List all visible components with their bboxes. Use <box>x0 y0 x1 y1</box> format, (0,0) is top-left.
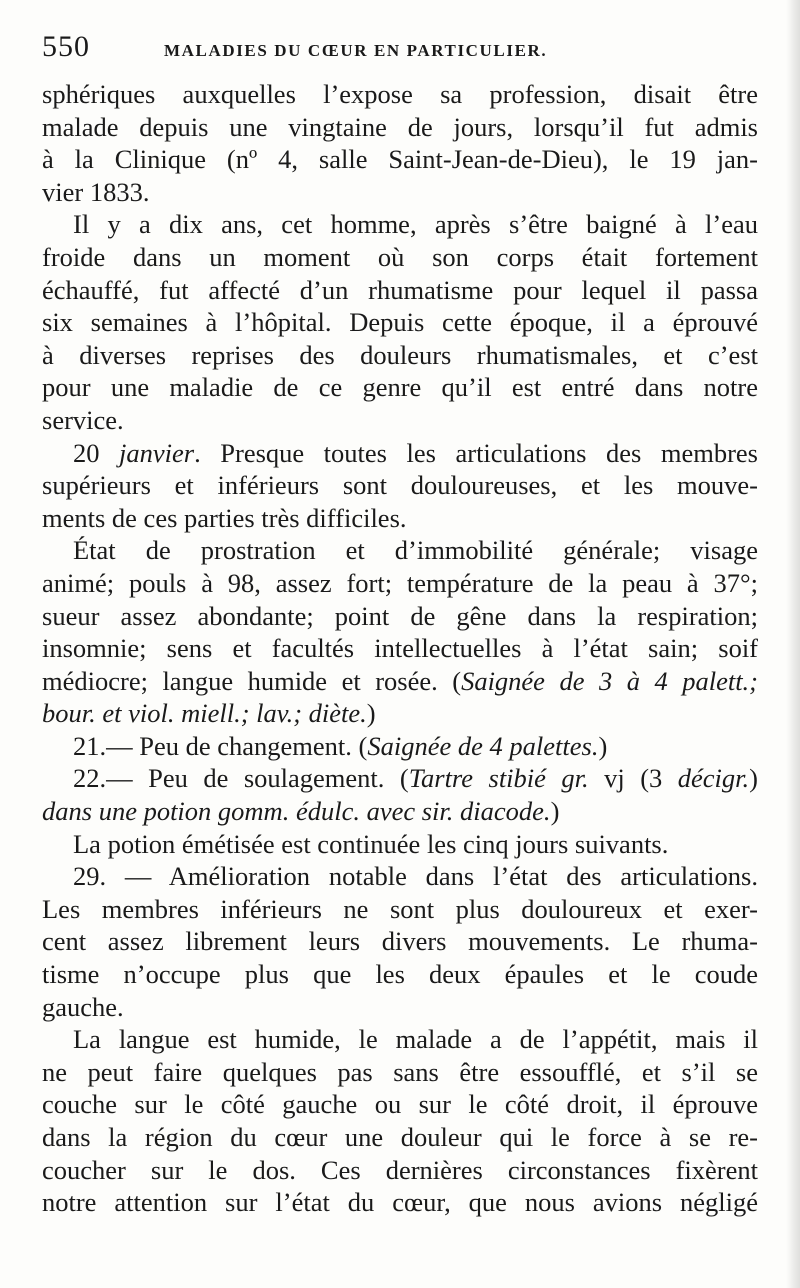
italic-text-segment: dans une potion gomm. édulc. avec sir. diacode. <box>42 796 551 827</box>
text-line <box>42 730 758 763</box>
text-segment: ) <box>598 730 608 761</box>
text-line <box>42 208 758 241</box>
text-segment: vj (3 <box>588 763 678 794</box>
text-segment: froide dans un moment où son corps était fortement <box>42 241 758 272</box>
text-line <box>42 534 758 567</box>
text-line <box>42 437 758 470</box>
text-segment: 22.— Peu de soulagement. ( <box>73 763 409 794</box>
text-segment: ments de ces parties très difficiles. <box>42 502 407 533</box>
text-segment: 29. — Amélioration notable dans l’état des articulations. <box>73 861 758 892</box>
text-segment: médiocre; langue humide et rosée. ( <box>42 665 462 696</box>
text-line <box>42 991 758 1024</box>
italic-text-segment: décigr. <box>677 763 750 794</box>
text-segment: à diverses reprises des douleurs rhumatismales, et c’est <box>42 339 758 370</box>
italic-text-segment: bour. et viol. miell.; lav.; diète. <box>42 698 367 729</box>
text-segment: coucher sur le dos. Ces dernières circonstances fixèrent <box>42 1154 758 1185</box>
italic-text-segment: Saignée de 3 à 4 palett.; <box>461 665 759 696</box>
text-segment: gauche. <box>42 991 124 1022</box>
text-line <box>42 1121 758 1154</box>
italic-text-segment: Tartre stibié gr. <box>408 763 589 794</box>
text-line <box>42 371 758 404</box>
page-number: 550 <box>42 30 90 63</box>
text-line <box>42 1088 758 1121</box>
text-segment: échauffé, fut affecté d’un rhumatisme pour lequel il passa <box>42 274 758 305</box>
text-line <box>42 78 758 111</box>
text-segment: tisme n’occupe plus que les deux épaules et le coude <box>42 959 758 990</box>
text-segment: couche sur le côté gauche ou sur le côté droit, il éprouve <box>42 1089 758 1120</box>
text-line <box>42 762 758 795</box>
italic-text-segment: janvier <box>119 437 195 468</box>
text-line <box>42 502 758 535</box>
text-segment: insomnie; sens et facultés intellectuelles à l’état sain; soif <box>42 633 758 664</box>
text-line <box>42 632 758 665</box>
text-segment: malade depuis une vingtaine de jours, lorsqu’il fut admis <box>42 111 758 142</box>
text-segment: 21.— Peu de changement. ( <box>73 730 368 761</box>
page-edge-shadow <box>786 0 800 1288</box>
text-segment: ) <box>550 796 560 827</box>
text-line <box>42 893 758 926</box>
text-segment: ) <box>749 763 758 794</box>
text-segment: ne peut faire quelques pas sans être essoufflé, et s’il se <box>42 1056 758 1087</box>
text-line <box>42 1186 758 1219</box>
text-segment: notre attention sur l’état du cœur, que nous avions négligé <box>42 1187 758 1218</box>
text-segment: La potion émétisée est continuée les cinq jours suivants. <box>73 828 669 859</box>
text-segment: Il y a dix ans, cet homme, après s’être baigné à l’eau <box>73 209 758 240</box>
text-segment: à la Clinique (nº 4, salle Saint-Jean-de-Dieu), le 19 jan- <box>42 144 758 175</box>
text-segment: ) <box>366 698 376 729</box>
text-segment: animé; pouls à 98, assez fort; température de la peau à 37°; <box>42 567 758 598</box>
text-line <box>42 925 758 958</box>
text-segment: État de prostration et d’immobilité générale; visage <box>73 535 758 566</box>
text-line <box>42 1023 758 1056</box>
text-segment: pour une maladie de ce genre qu’il est entré dans notre <box>42 372 758 403</box>
text-segment: six semaines à l’hôpital. Depuis cette époque, il a éprouvé <box>42 307 758 338</box>
text-segment: Les membres inférieurs ne sont plus douloureux et exer- <box>42 893 758 924</box>
text-segment: supérieurs et inférieurs sont douloureuses, et les mouve- <box>42 470 758 501</box>
text-line <box>42 665 758 698</box>
text-line <box>42 404 758 437</box>
text-line <box>42 600 758 633</box>
text-line <box>42 1154 758 1187</box>
text-line <box>42 697 758 730</box>
text-line <box>42 274 758 307</box>
text-line <box>42 241 758 274</box>
text-line <box>42 306 758 339</box>
text-line <box>42 176 758 209</box>
text-line <box>42 828 758 861</box>
page-header <box>42 30 762 70</box>
text-segment: service. <box>42 404 124 435</box>
text-line <box>42 143 758 176</box>
text-line <box>42 958 758 991</box>
text-segment: dans la région du cœur une douleur qui le force à se re- <box>42 1122 758 1152</box>
text-segment: sphériques auxquelles l’expose sa profession, disait être <box>42 79 758 109</box>
text-line <box>42 469 758 502</box>
text-line <box>42 567 758 600</box>
text-line <box>42 860 758 893</box>
italic-text-segment: Saignée de 4 palettes. <box>367 730 599 761</box>
text-line <box>42 111 758 144</box>
text-line <box>42 1056 758 1089</box>
running-title: MALADIES DU CŒUR EN PARTICULIER. <box>164 41 548 60</box>
text-segment: vier 1833. <box>42 176 150 207</box>
body-text <box>42 78 758 1219</box>
text-segment: sueur assez abondante; point de gêne dans la respiration; <box>42 600 758 631</box>
text-segment: 20 <box>73 437 120 468</box>
text-line <box>42 795 758 828</box>
text-segment: . Presque toutes les articulations des membres <box>194 437 758 468</box>
text-line <box>42 339 758 372</box>
text-segment: La langue est humide, le malade a de l’appétit, mais il <box>73 1024 758 1055</box>
text-segment: cent assez librement leurs divers mouvements. Le rhuma- <box>42 926 758 957</box>
